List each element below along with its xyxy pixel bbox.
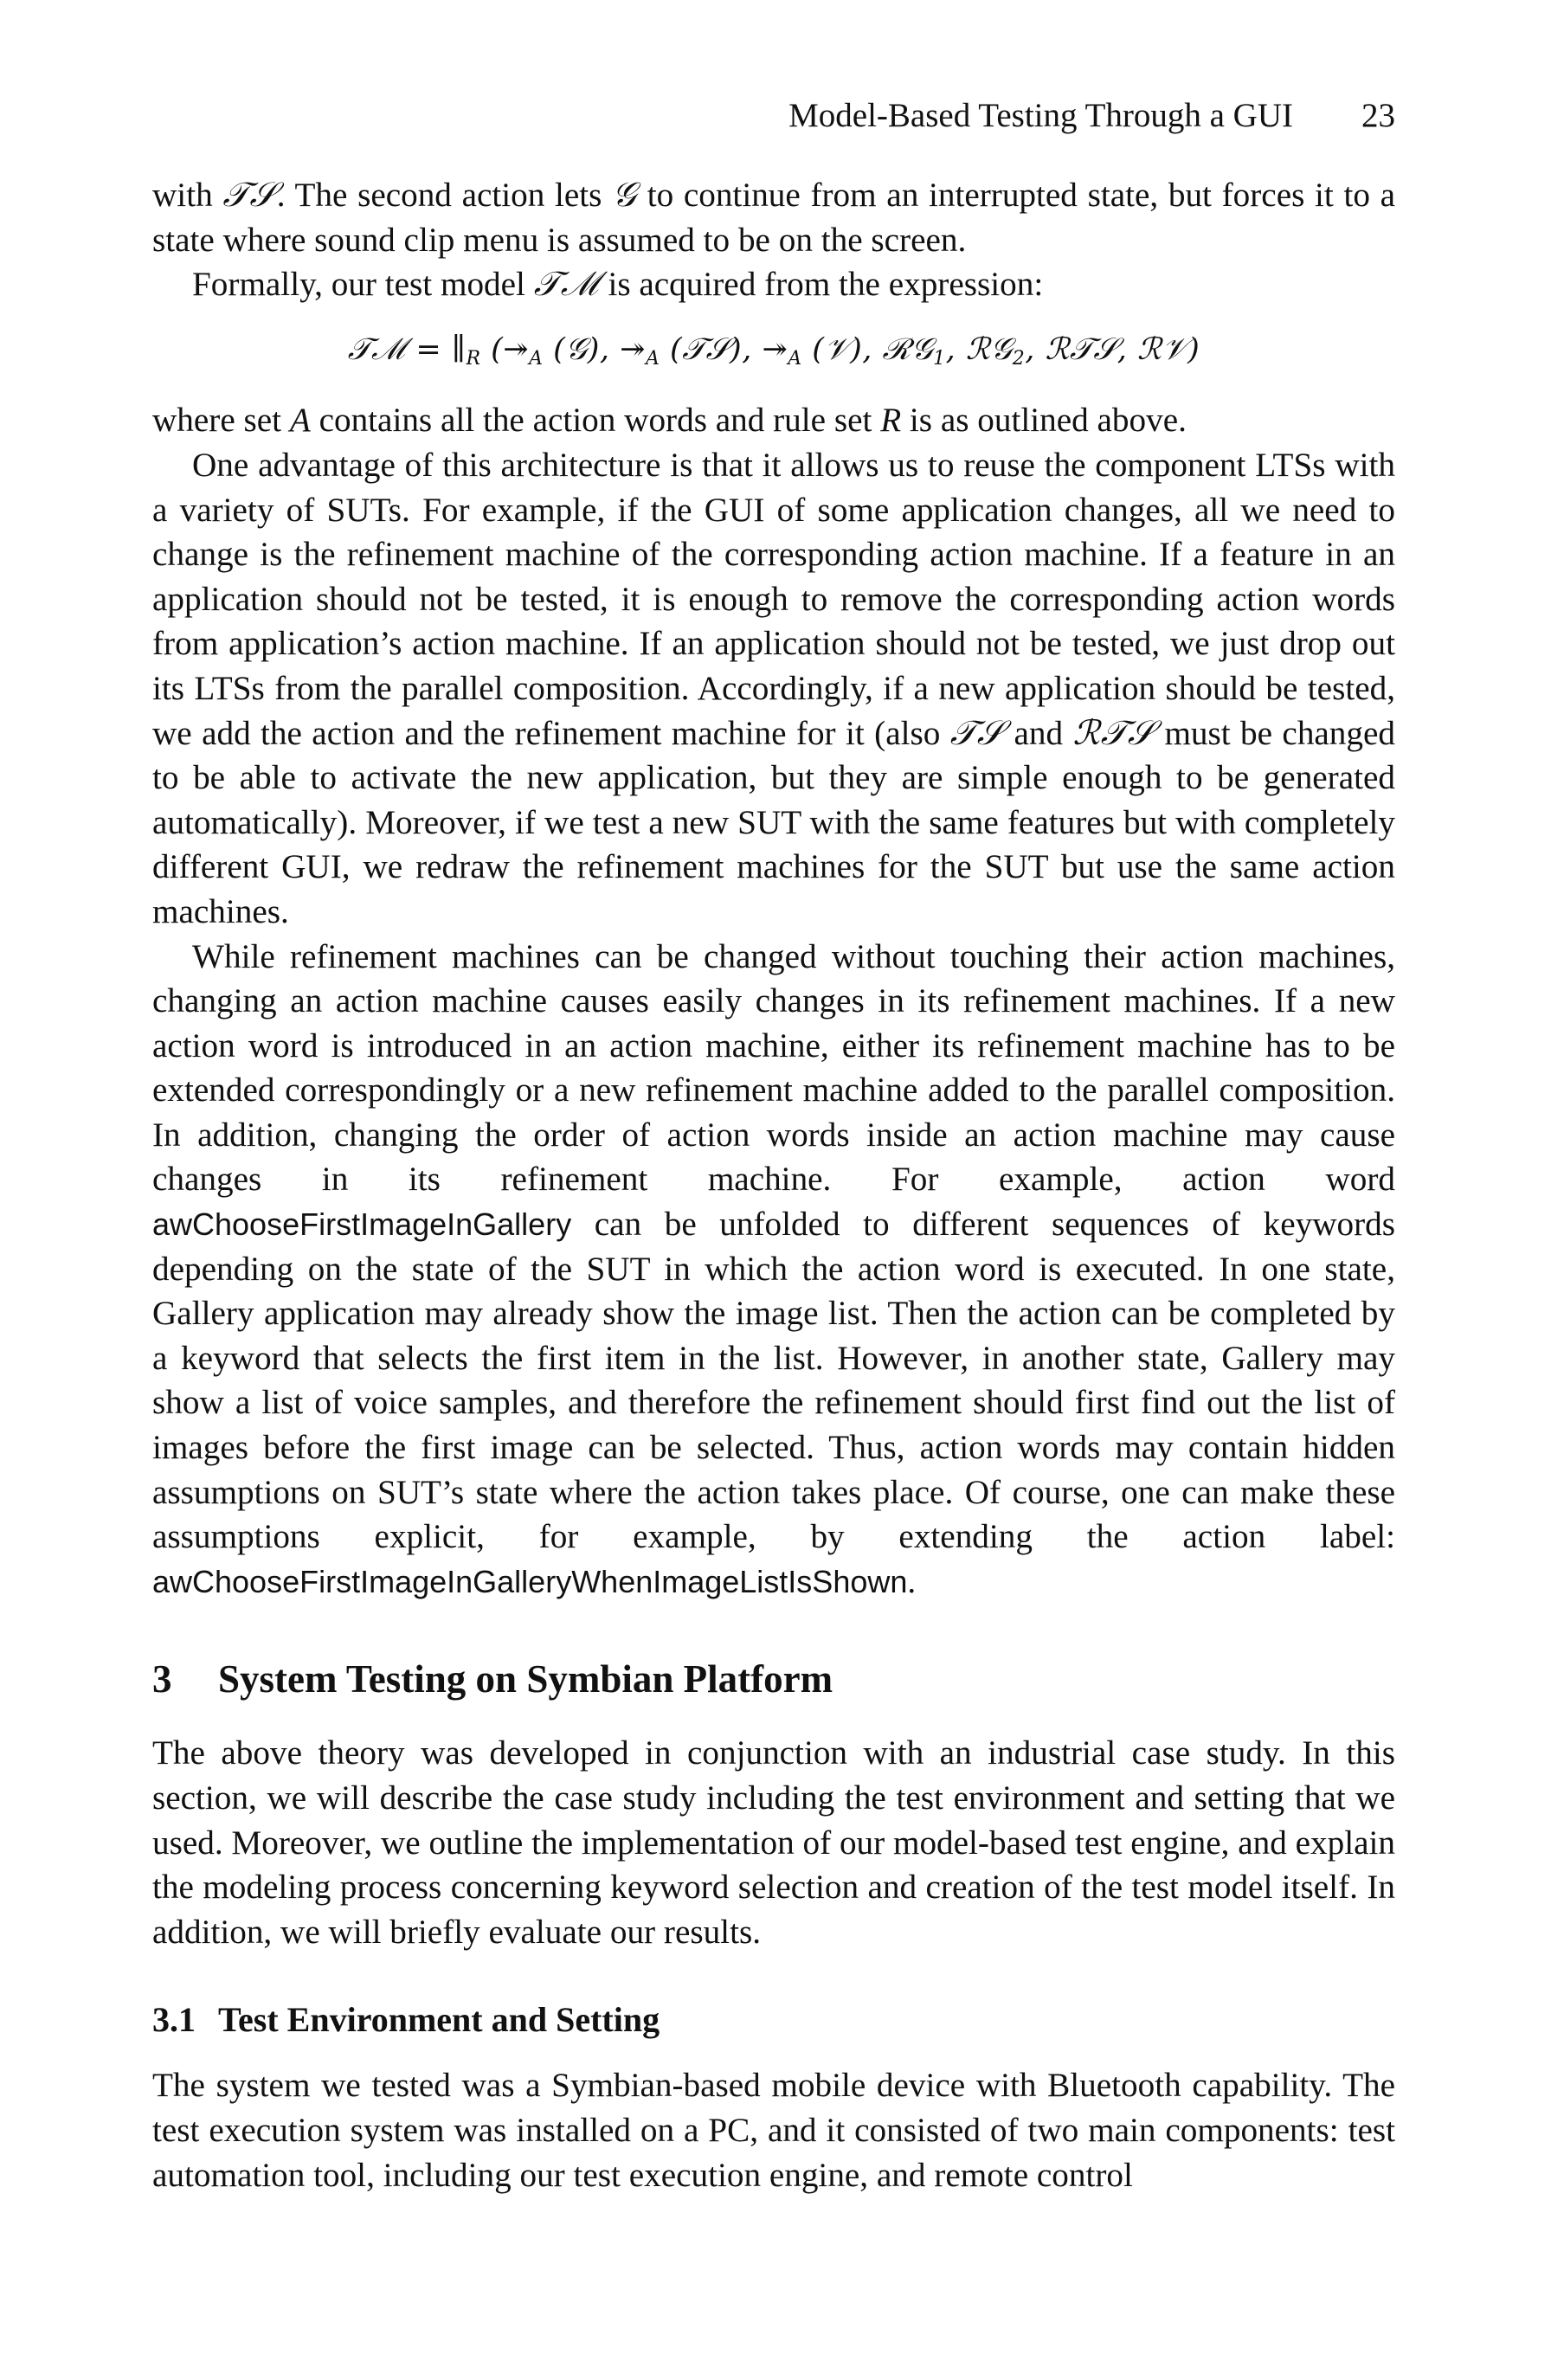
running-header	[152, 93, 1395, 138]
running-title: Model-Based Testing Through a GUI	[788, 97, 1293, 134]
paragraph-advantage: One advantage of this architecture is that it allows us to reuse the component LTSs with a variety of SUTs. For example, if the GUI of some application changes, all we need to change is the refinement machine of the corresponding action machine. If a feature in an application should not be tested, it is enough to remove the corresponding action words from application’s action machine. If an application should not be tested, we just drop out its LTSs from the parallel composition. Accordingly, if a new application should be tested, we add the action and the refinement machine for it (also 𝒯𝒮 and ℛ𝒯𝒮 must be changed to be able to activate the new application, but they are simple enough to be generated automatically). Moreover, if we test a new SUT with the same features but with completely different GUI, we redraw the refinement machines for the SUT but use the same action machines.	[152, 446, 1395, 930]
page-number: 23	[1361, 97, 1395, 134]
subsection-heading	[152, 1996, 1395, 2044]
paragraph-theory: The above theory was developed in conjunction with an industrial case study. In this section, we will describe the case study including the test environment and setting that we used. Moreover, we outline the implementation of our model-based test engine, and explain the modeling process concerning keyword selection and creation of the test model itself. In addition, we will briefly evaluate our results.	[152, 1734, 1395, 1951]
section-title: System Testing on Symbian Platform	[218, 1657, 833, 1701]
math-tm: 𝒯ℳ	[533, 265, 600, 305]
math-ts: 𝒯𝒮	[222, 176, 277, 215]
math-g: 𝒢	[612, 176, 638, 215]
code-action-word: awChooseFirstImageInGallery	[152, 1206, 572, 1243]
body-text	[152, 173, 1395, 2197]
math-rts: ℛ𝒯𝒮	[1072, 713, 1155, 753]
subsection-number: 3.1	[152, 2000, 196, 2040]
paragraph-system: The system we tested was a Symbian-based mobile device with Bluetooth capability. The test execution system was installed on a PC, and it consisted of two main components: test automation tool, including our test execution engine, and remote control	[152, 2067, 1395, 2194]
display-formula: 𝒯ℳ = $\parallel_R$ ($↠_A$ (𝒢), $↠_A$ (𝒯𝒮), $↠_A$ (𝒱), ℛ𝒢$_1$, ℛ𝒢$_2$, ℛ𝒯𝒮, ℛ𝒱)	[347, 331, 1200, 370]
section-number: 3	[152, 1657, 172, 1701]
subsection-title: Test Environment and Setting	[218, 2000, 660, 2040]
paragraph-refinement: While refinement machines can be changed without touching their action machines, changing an action machine causes easily changes in its refinement machines. If a new action word is introduced in an action machine, either its refinement machine has to be extended correspondingly or a new refinement machine added to the parallel composition. In addition, changing the order of action words inside an action machine may cause changes in its refinement machine. For example, action word awChooseFirstImageInGallery can be unfolded to different sequences of keywords depending on the state of the SUT in which the action word is executed. In one state, Gallery application may already show the image list. Then the action can be completed by a keyword that selects the first item in the list. However, in another state, Gallery may show a list of voice samples, and therefore the refinement should first find out the list of images before the first image can be selected. Thus, action words may contain hidden assumptions on SUT’s state where the action takes place. Of course, one can make these assumptions explicit, for example, by extending the action label: awChooseFirstImageInGalleryWhenImageListIsShown.	[152, 937, 1395, 1600]
paragraph-formally: Formally, our test model 𝒯ℳ is acquired from the expression:	[192, 265, 1044, 305]
code-action-label: awChooseFirstImageInGalleryWhenImageListIsShown	[152, 1563, 908, 1599]
paragraph-continuation: with 𝒯𝒮. The second action lets 𝒢 to continue from an interrupted state, but forces it to a state where sound clip menu is assumed to be on the screen.	[152, 176, 1396, 259]
paragraph-where-set: where set A contains all the action words and rule set R is as outlined above.	[152, 402, 1187, 440]
math-ts: 𝒯𝒮	[949, 713, 1005, 753]
section-heading	[152, 1651, 1395, 1707]
